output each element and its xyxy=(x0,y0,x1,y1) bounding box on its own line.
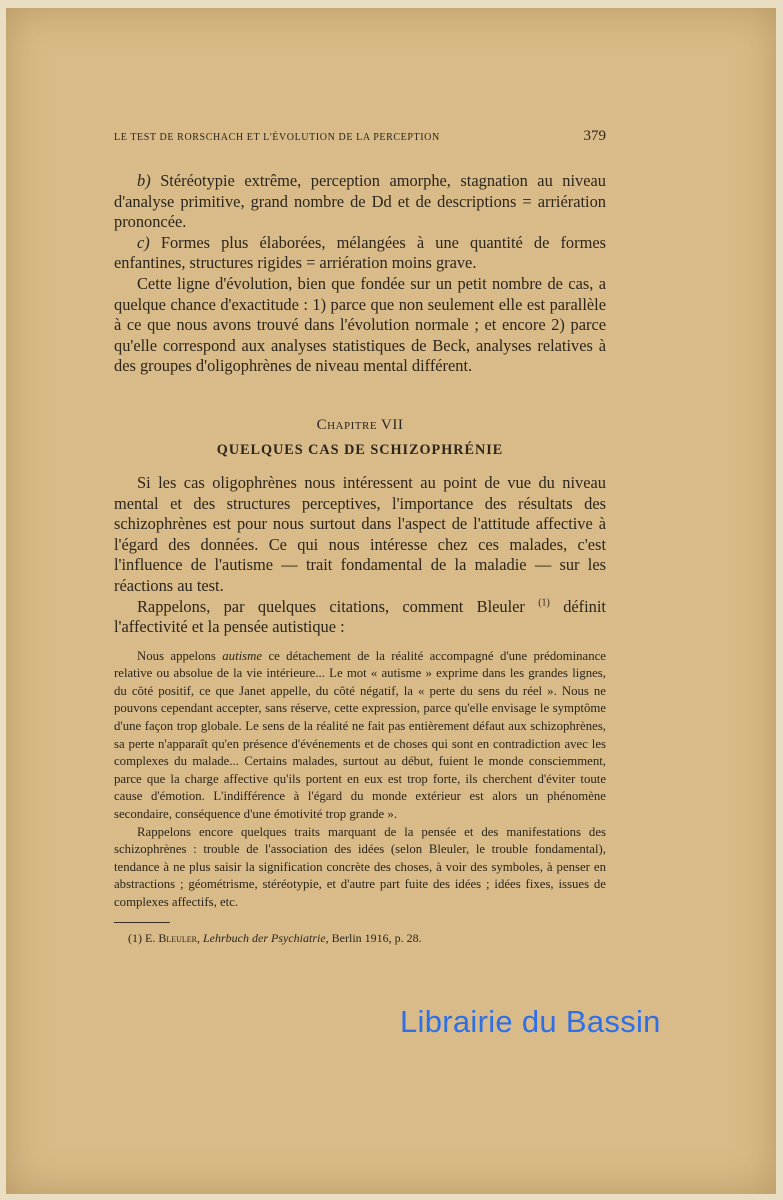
list-item-b-text: Stéréotypie extrême, perception amorphe, stagnation au niveau d'analyse primitive, grand nombre de Dd et de descriptions = arriération prononcée. xyxy=(114,171,606,232)
chapter-title: QUELQUES CAS DE SCHIZOPHRÉNIE xyxy=(216,441,504,458)
page-number: 379 xyxy=(583,128,606,144)
footnote-author: E. Bleuler, xyxy=(145,930,200,945)
list-item-b xyxy=(114,171,606,233)
chapter-label: Chapitre VII xyxy=(316,416,404,433)
list-item-c xyxy=(114,233,606,274)
block-quote xyxy=(114,648,606,912)
footnote-divider xyxy=(114,922,170,923)
running-header xyxy=(114,128,606,145)
classification-list xyxy=(114,171,606,377)
list-item-c-text: Formes plus élaborées, mélangées à une quantité de formes enfantines, structures rigides = arriération moins grave. xyxy=(114,232,606,273)
footnote xyxy=(114,931,606,946)
footnote-book: Lehrbuch der Psychiatrie, xyxy=(203,930,329,945)
bleuler-text-after: définit l'affectivité et la pensée autistique : xyxy=(114,596,606,637)
list-item-b-label: b) xyxy=(137,171,151,190)
footnote-rest: Berlin 1916, p. 28. xyxy=(331,930,422,945)
page-content xyxy=(114,128,606,946)
footnote-number: (1) xyxy=(128,930,142,945)
quote-p1-start: Nous appelons xyxy=(137,648,216,663)
paragraph-intro: Si les cas oligophrènes nous intéressent au point de vue du niveau mental et des structures perceptives, l'importance des résultats des schizophrènes est pour nous surtout dans l'aspect de l'attitude affective à l'égard des données. Ce qui nous intéresse chez ces malades, c'est l'influence de l'autisme — trait fondamental de la maladie — sur les réactions au test. xyxy=(114,472,606,595)
footnote-reference: (1) xyxy=(538,597,550,609)
paragraph-bleuler xyxy=(114,597,606,638)
quote-paragraph-1 xyxy=(114,648,606,824)
paragraph-evolution: Cette ligne d'évolution, bien que fondée sur un petit nombre de cas, a quelque chance d'exactitude : 1) parce que non seulement elle est parallèle à ce que nous avons trouvé dans l'évolution normale ; et encore 2) parce qu'elle correspond aux analyses statistiques de Beck, analyses relatives à des groupes d'oligophrènes de niveau mental différent. xyxy=(114,273,606,376)
list-item-c-label: c) xyxy=(137,232,150,252)
watermark: Librairie du Bassin xyxy=(400,1004,661,1039)
chapter-body xyxy=(114,473,606,638)
running-title: LE TEST DE RORSCHACH ET L'ÉVOLUTION DE LA PERCEPTION xyxy=(114,132,440,143)
bleuler-text-before: Rappelons, par quelques citations, comment Bleuler xyxy=(137,596,525,616)
quote-p1-italic: autisme xyxy=(222,648,263,663)
quote-p1-rest: ce détachement de la réalité accompagné d'une prédominance relative ou absolue de la vie intérieure... Le mot « autisme » exprime dans les grandes lignes, du côté positif, ce que Janet appelle, du côté négatif, la « perte du sens du réel ». Nous ne pouvons cependant accepter, sans réserve, cette expression, parce qu'elle envisage le symptôme d'une façon trop globale. Le sens de la réalité ne fait pas entièrement défaut aux schizophrènes, sa perte n'apparaît qu'en présence d'événements et de choses qui sont en contradiction avec les complexes du malade... Certains malades, surtout au début, fuient le monde consciemment, parce que la charge affective qu'ils portent en eux est trop forte, ils cherchent d'éviter toute cause d'émotion. L'indifférence à l'égard du monde extérieur est alors un phénomène secondaire, conséquence d'une émotivité trop grande ». xyxy=(114,648,606,822)
quote-paragraph-2: Rappelons encore quelques traits marquant de la pensée et des manifestations des schizophrènes : trouble de l'association des idées (selon Bleuler, le trouble fondamental), tendance à ne plus saisir la signification concrète des choses, à voir des symboles, à penser en abstractions ; géométrisme, stéréotypie, et d'autre part fuite des idées ; idées fixes, issues de complexes affectifs, etc. xyxy=(114,824,606,909)
